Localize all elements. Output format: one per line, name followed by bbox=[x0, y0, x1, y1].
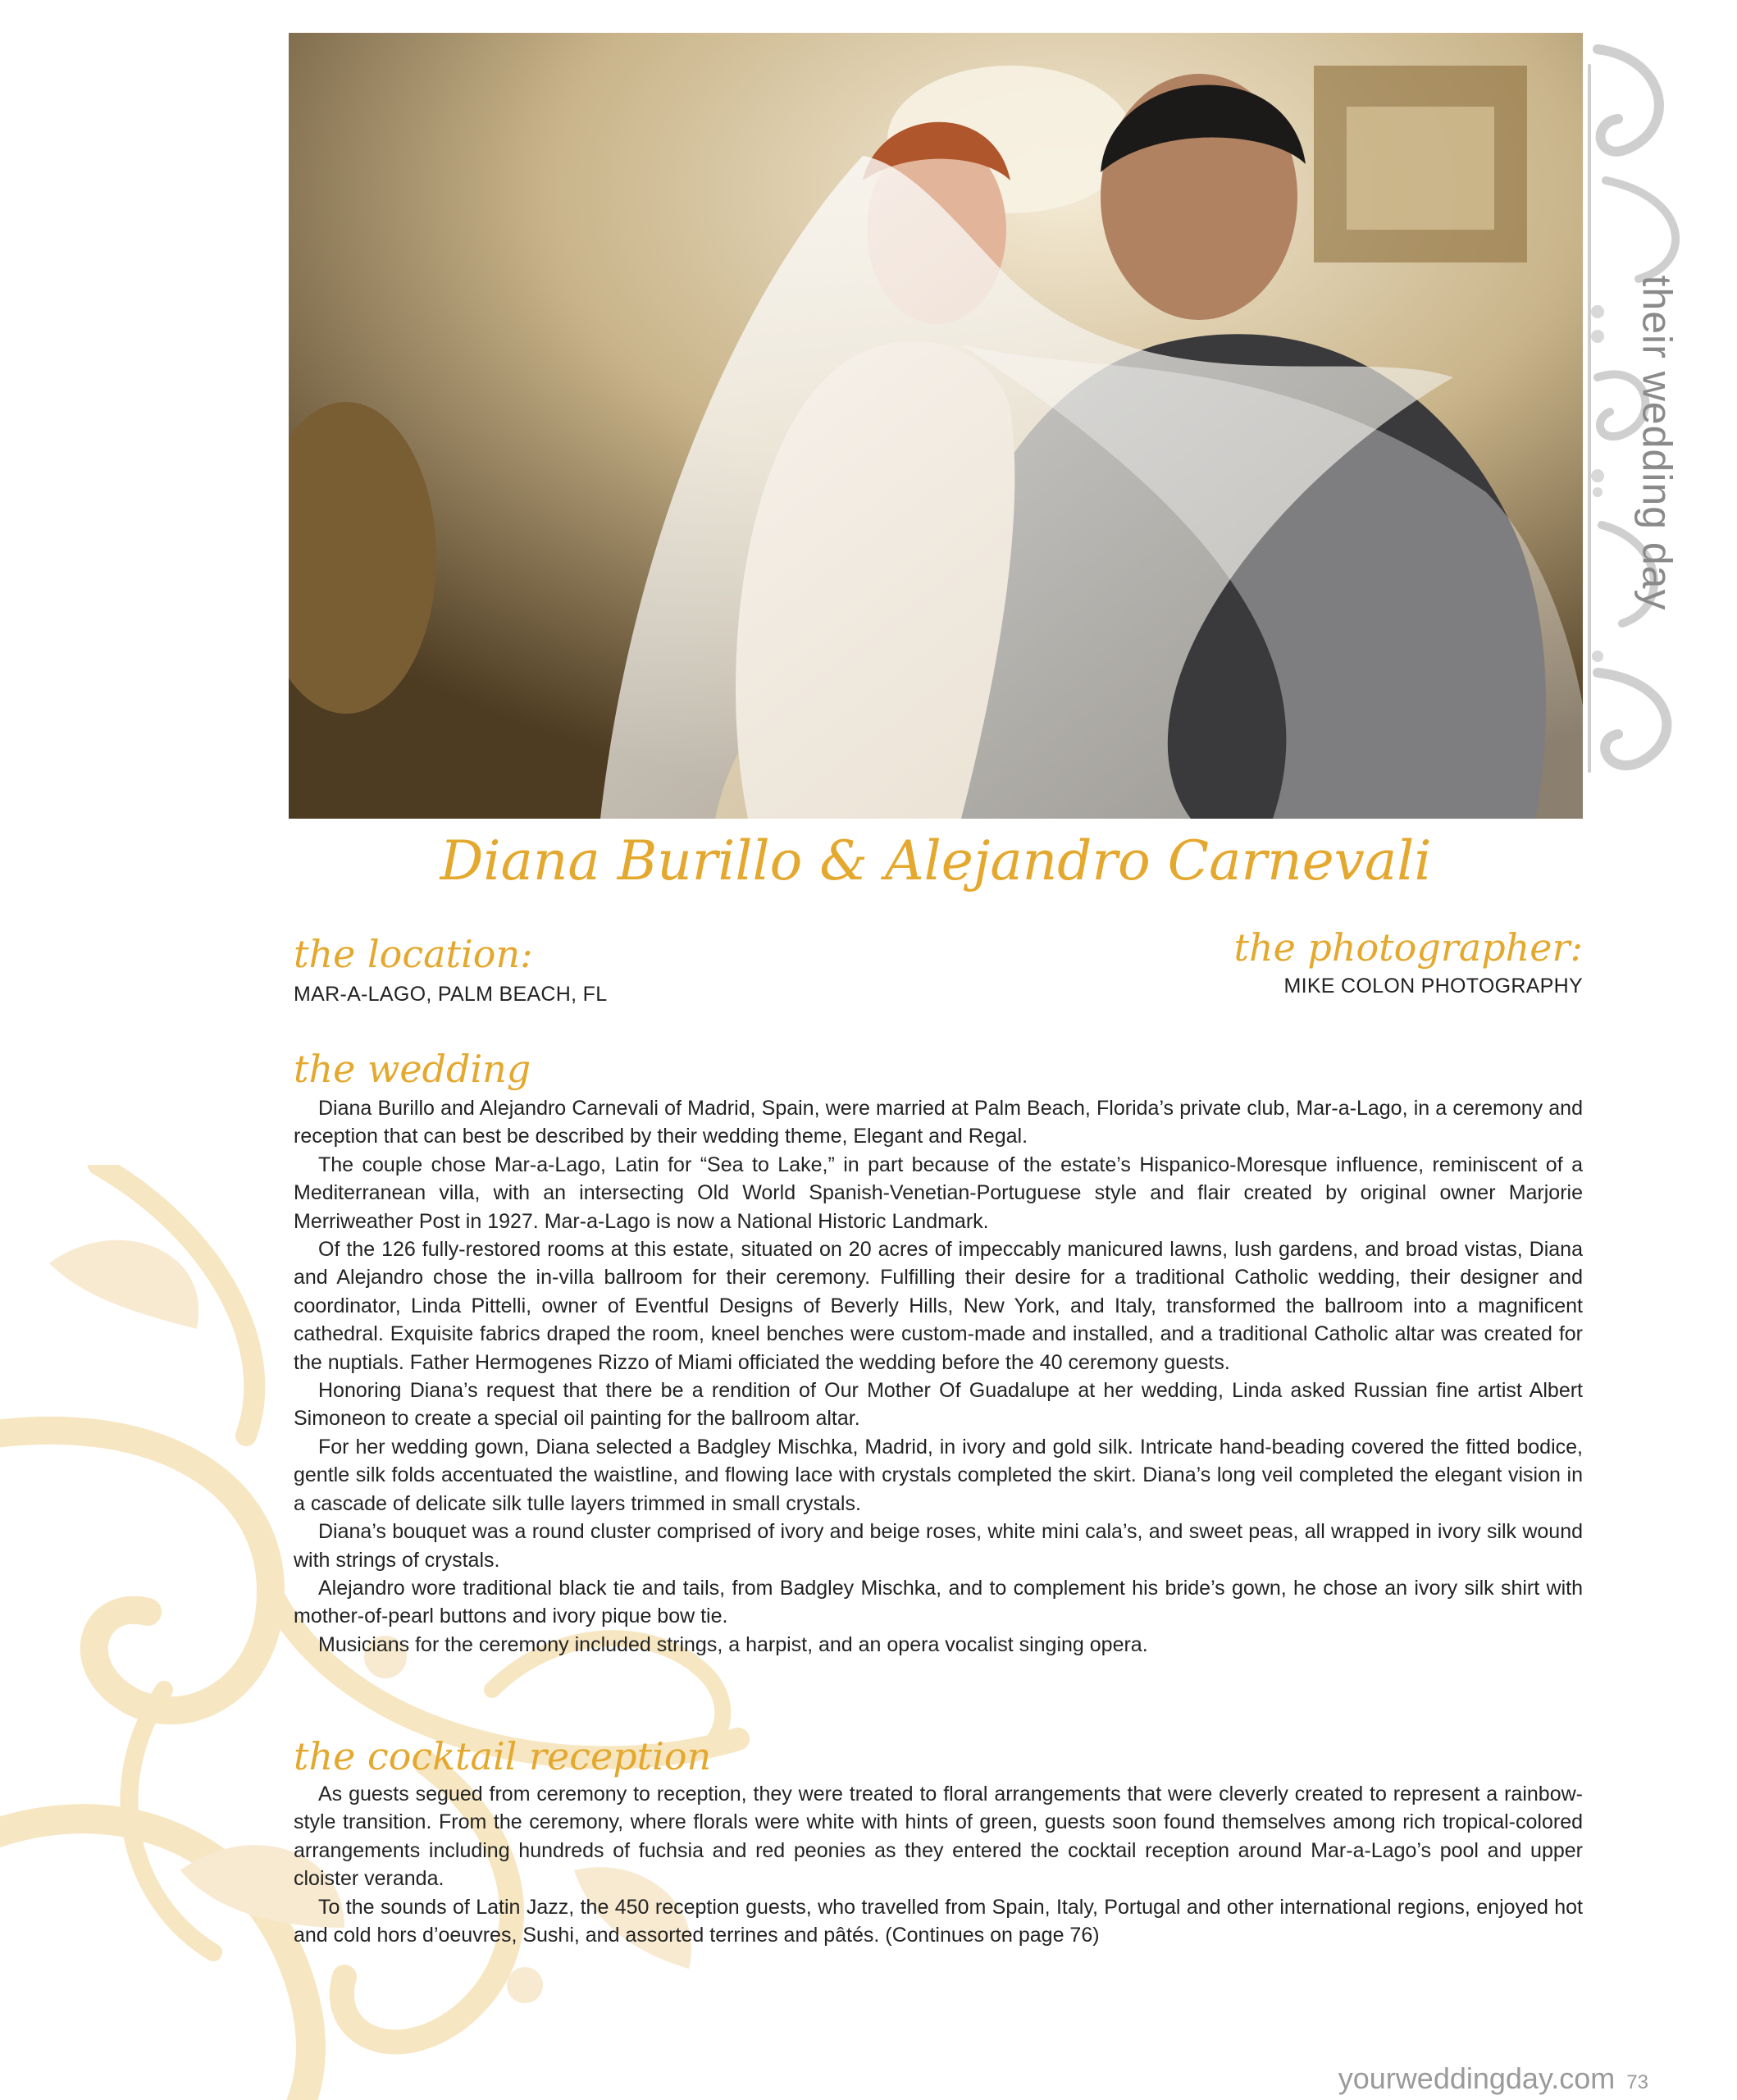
wedding-paragraph: Diana Burillo and Alejandro Carnevali of Madrid, Spain, were married at Palm Beach, Florida’s private club, Mar-a-Lago, in a ceremony and reception that can best be described by their wedding theme, Elegant and Regal. bbox=[294, 1097, 1583, 1148]
photographer-heading: the photographer: bbox=[1233, 925, 1583, 970]
page-footer bbox=[1338, 2061, 1648, 2096]
wedding-paragraph: The couple chose Mar-a-Lago, Latin for “Sea to Lake,” in part because of the estate’s Hispanico-Moresque influence, reminiscent of a Mediterranean villa, with an intersecting Old World Spanish-Venetian-Portuguese style and flair created by original owner Marjorie Merriweather Post in 1927. Mar-a-Lago is now a National Historic Landmark. bbox=[294, 1153, 1583, 1233]
photographer-value: MIKE COLON PHOTOGRAPHY bbox=[1283, 975, 1583, 998]
cocktail-article-body bbox=[294, 1780, 1583, 1949]
section-label-text: their wedding day bbox=[1634, 275, 1680, 611]
wedding-paragraph: Honoring Diana’s request that there be a rendition of Our Mother Of Guadalupe at her wedding, Linda asked Russian fine artist Albert Simoneon to create a special oil painting for the ballroom altar. bbox=[294, 1379, 1583, 1431]
wedding-paragraph: For her wedding gown, Diana selected a Badgley Mischka, Madrid, in ivory and gold silk. Intricate hand-beading covered the fitted bodice, gentle silk folds accentuated the waistline, and flowing lace with crystals completed the skirt. Diana’s long veil completed the elegant vision in a cascade of delicate silk tulle layers trimmed in small crystals. bbox=[294, 1435, 1583, 1515]
cocktail-paragraph: As guests segued from ceremony to reception, they were treated to floral arrangements that were cleverly created to represent a rainbow-style transition. From the ceremony, where florals were white with hints of green, guests soon found themselves among rich tropical-colored arrangements including hundreds of fuchsia and red peonies as they entered the cocktail reception around Mar-a-Lago’s pool and upper cloister veranda. bbox=[294, 1783, 1583, 1891]
wedding-paragraph: Of the 126 fully-restored rooms at this estate, situated on 20 acres of impeccably manicured lawns, lush gardens, and broad vistas, Diana and Alejandro chose the in-villa ballroom for their ceremony. Fulfilling their desire for a traditional Catholic wedding, their designer and coordinator, Linda Pittelli, owner of Eventful Designs of Beverly Hills, New York, and Italy, transformed the ballroom into a magnificent cathedral. Exquisite fabrics draped the room, kneel benches were custom-made and installed, and a traditional Catholic altar was created for the nuptials. Father Hermogenes Rizzo of Miami officiated the wedding before the 40 ceremony guests. bbox=[294, 1238, 1583, 1374]
wedding-paragraph: Alejandro wore traditional black tie and tails, from Badgley Mischka, and to complement his bride’s gown, he chose an ivory silk shirt with mother-of-pearl buttons and ivory pique bow tie. bbox=[294, 1576, 1583, 1628]
section-label bbox=[1579, 271, 1735, 615]
wedding-heading: the wedding bbox=[294, 1047, 531, 1091]
page-number: 73 bbox=[1626, 2071, 1648, 2093]
location-heading: the location: bbox=[294, 932, 533, 976]
location-value: MAR-A-LAGO, PALM BEACH, FL bbox=[294, 983, 608, 1006]
footer-website: yourweddingday.com bbox=[1338, 2061, 1616, 2095]
cocktail-paragraph: To the sounds of Latin Jazz, the 450 reception guests, who travelled from Spain, Italy, Portugal and other international regions, enjoyed hot and cold hors d’oeuvres, Sushi, and assorted terrines and pâtés. (Continues on page 76) bbox=[294, 1895, 1583, 1947]
wedding-article-body bbox=[294, 1094, 1583, 1659]
wedding-paragraph: Musicians for the ceremony included strings, a harpist, and an opera vocalist singing opera. bbox=[318, 1632, 1148, 1656]
wedding-paragraph: Diana’s bouquet was a round cluster comprised of ivory and beige roses, white mini cala’s, and sweet peas, all wrapped in ivory silk wound with strings of crystals. bbox=[294, 1520, 1583, 1572]
couple-names-title: Diana Burillo & Alejandro Carnevali bbox=[440, 829, 1432, 892]
wedding-photo bbox=[289, 33, 1583, 819]
cocktail-heading: the cocktail reception bbox=[294, 1734, 712, 1778]
